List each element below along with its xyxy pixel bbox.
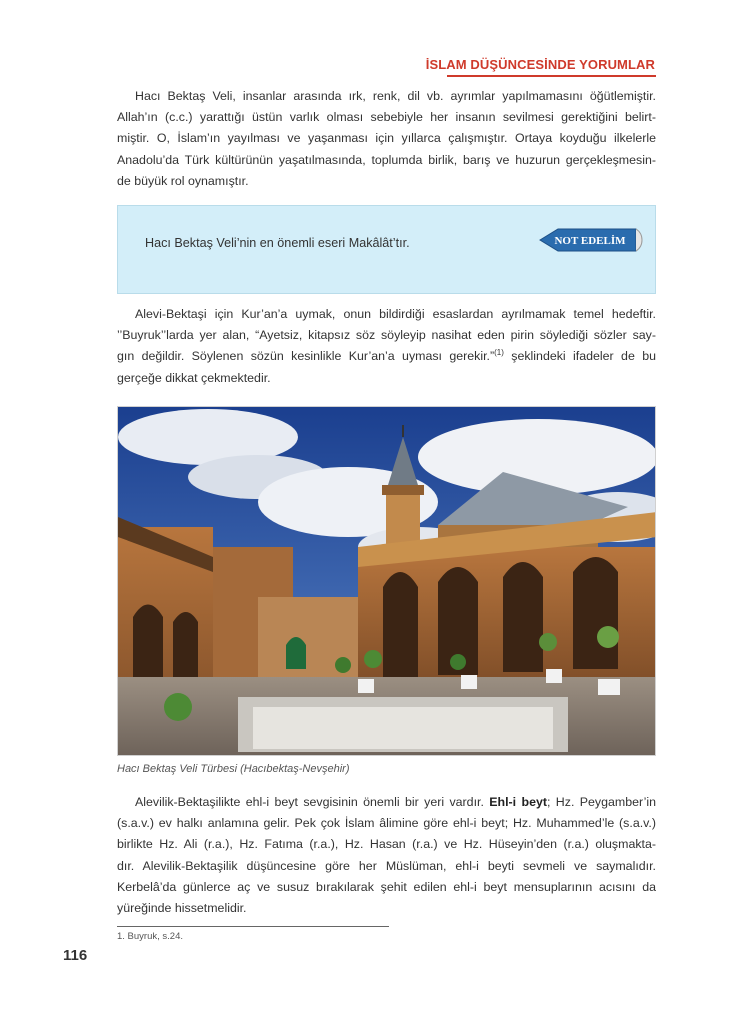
paragraph-intro (117, 86, 656, 192)
paragraph-line: Allah’ın (c.c.) yarattığı üstün varlık olması sebebiyle her insanın sevilmesi gerektiğini belirt- (117, 110, 656, 125)
paragraph-line: Hacı Bektaş Veli, insanlar arasında ırk, renk, dil vb. ayrımlar yapılmamasını öğütlemiştir. (135, 89, 656, 103)
paragraph-line: (s.a.v.) ev halkı anlamına gelir. Pek çok İslam âlimine göre ehl-i beyt; Hz. Muhammed’le (s.a.v.) (117, 816, 656, 831)
paragraph-line: gerçeğe dikkat çekmektedir. (117, 370, 271, 385)
term-ehl-i-beyt: Ehl-i beyt (489, 795, 547, 809)
tomb-illustration (118, 407, 656, 756)
page-number: 116 (63, 947, 88, 964)
paragraph-line-with-bold (117, 792, 656, 813)
text-run: Alevilik-Bektaşilikte ehl-i beyt sevgisinin önemli bir yeri vardır. (135, 795, 490, 809)
photo-caption: Hacı Bektaş Veli Türbesi (Hacıbektaş-Nevşehir) (117, 763, 350, 775)
section-title: İSLAM DÜŞÜNCESİNDE YORUMLAR (425, 57, 655, 72)
quote-end: gın değildir. Söylenen sözün kesinlikle Kur’an’a uyması gerekir.” (117, 349, 495, 364)
note-text: Hacı Bektaş Veli’nin en önemli eseri Makâlât’tır. (145, 236, 410, 250)
paragraph-line: de büyük rol oynamıştır. (117, 173, 249, 188)
paragraph-line: Anadolu’da Türk kültürünün yaşatılmasında, toplumda birlik, barış ve huzurun gerçekleşmesin- (117, 152, 656, 167)
tomb-photo (117, 406, 656, 756)
paragraph-line: ’’Buyruk’’larda yer alan, “Ayetsiz, kitapsız söz söyleyip nasihat eden pirin söylediği sözler say- (117, 328, 656, 343)
paragraph-line: yüreğinde hissetmelidir. (117, 901, 247, 916)
quote-tail: şeklindeki ifadeler de bu (503, 349, 656, 364)
paragraph-line-with-footnote (117, 346, 656, 367)
footnote-divider (117, 926, 389, 927)
paragraph-line: birlikte Hz. Ali (r.a.), Hz. Fatıma (r.a.), Hz. Hasan (r.a.) ve Hz. Hüseyin’den (r.a.) oluşmakta- (117, 837, 656, 852)
paragraph-line: miştir. O, İslam’ın yayılması ve yaşanması için yıllarca çalışmıştır. Ortaya koyduğu ilkelerle (117, 131, 656, 146)
paragraph-ehli-beyt (117, 792, 656, 919)
note-tag-label: NOT EDELİM (554, 235, 626, 247)
note-tag (536, 226, 644, 254)
paragraph-line: Kerbelâ’da günlerce aç ve susuz bırakılarak şehit edilen ehl-i beyt mensuplarının acısını da (117, 879, 656, 894)
section-title-underline (447, 75, 656, 77)
footnote: 1. Buyruk, s.24. (117, 931, 184, 942)
footnote-ref: (1) (494, 348, 504, 358)
text-run: ; Hz. Peygamber’in (546, 795, 656, 809)
paragraph-kuran (117, 304, 656, 389)
paragraph-line: dır. Alevilik-Bektaşilik düşüncesine göre her Müslüman, ehl-i beyti sevmeli ve saymalıdır. (117, 858, 656, 873)
paragraph-line: Alevi-Bektaşi için Kur’an’a uymak, onun bildirdiği esaslardan ayrılmamak temel hedeftir. (135, 307, 656, 321)
